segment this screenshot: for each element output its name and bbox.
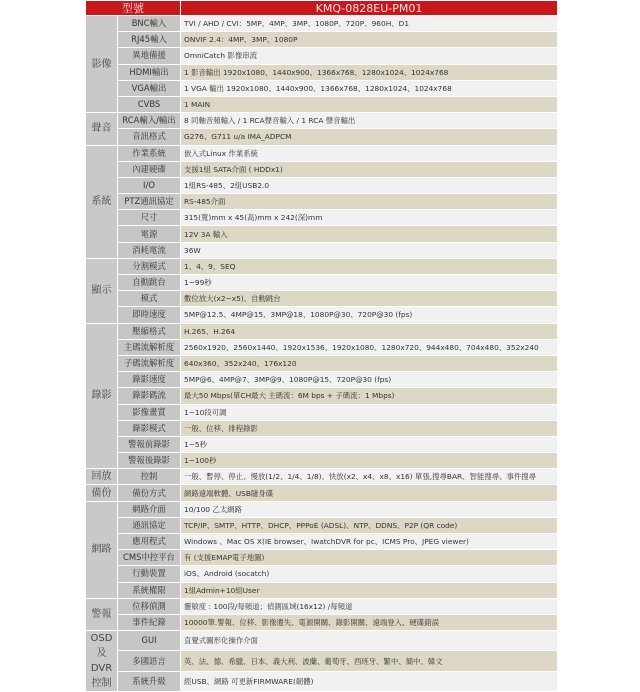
spec-row xyxy=(86,96,558,112)
spec-label: BNC輸入 xyxy=(118,16,181,32)
model-label: 型號 xyxy=(86,1,181,16)
spec-row xyxy=(86,339,558,355)
spec-value: 10000筆.警報、位移、影像遺失、電源開關、錄影開關、遠端登入、硬碟錯誤 xyxy=(181,614,558,630)
spec-label: I/O xyxy=(118,177,181,193)
spec-value: H.265、H.264 xyxy=(181,323,558,339)
spec-label: 消耗電流 xyxy=(118,242,181,258)
spec-label: PTZ通訊協定 xyxy=(118,194,181,210)
category-label: 回放 xyxy=(86,469,118,485)
header-row xyxy=(86,1,558,16)
spec-value: 315(寬)mm x 45(高)mm x 242(深)mm xyxy=(181,210,558,226)
spec-table xyxy=(85,0,558,692)
spec-row xyxy=(86,161,558,177)
spec-value: 數位放大(x2~x5)、自動跳台 xyxy=(181,291,558,307)
category-label: 系統 xyxy=(86,145,118,258)
spec-label: CVBS xyxy=(118,96,181,112)
spec-label: 備份方式 xyxy=(118,485,181,501)
spec-value: OmniCatch 影像串流 xyxy=(181,48,558,64)
spec-row xyxy=(86,258,558,274)
spec-row xyxy=(86,671,558,691)
spec-label: 錄影模式 xyxy=(118,420,181,436)
spec-row xyxy=(86,275,558,291)
spec-row xyxy=(86,517,558,533)
spec-value: ONVIF 2.4：4MP、3MP、1080P xyxy=(181,32,558,48)
spec-row xyxy=(86,242,558,258)
spec-row xyxy=(86,485,558,501)
spec-label: 多國語言 xyxy=(118,651,181,671)
spec-value: 直覺式圖形化操作介面 xyxy=(181,631,558,651)
spec-row xyxy=(86,404,558,420)
spec-label: 異地備援 xyxy=(118,48,181,64)
spec-row xyxy=(86,631,558,651)
spec-row xyxy=(86,145,558,161)
category-label: 警報 xyxy=(86,598,118,630)
category-label: 聲音 xyxy=(86,113,118,145)
spec-value: Windows 、Mac OS X(IE browser、IwatchDVR for pc、ICMS Pro、JPEG viewer) xyxy=(181,534,558,550)
spec-label: RJ45輸入 xyxy=(118,32,181,48)
spec-value: 1組RS-485、2組USB2.0 xyxy=(181,177,558,193)
spec-value: 一般、暫停、停止、慢放(1/2、1/4、1/8)、快放(x2、x4、x8、x16) 單張,搜尋BAR、智能搜尋、事件搜尋 xyxy=(181,469,558,485)
spec-value: 最大50 Mbps(單CH最大 主碼流：6M bps + 子碼流：1 Mbps) xyxy=(181,388,558,404)
category-label: 錄影 xyxy=(86,323,118,469)
spec-label: 錄影碼流 xyxy=(118,388,181,404)
spec-row xyxy=(86,355,558,371)
spec-value: 1 VGA 輸出 1920x1080、1440x900、1366x768、1280x1024、1024x768 xyxy=(181,80,558,96)
spec-row xyxy=(86,372,558,388)
spec-value: 1~5秒 xyxy=(181,436,558,452)
spec-value: 靈敏度 : 100段/每頻道；偵測區域(16x12) /每頻道 xyxy=(181,598,558,614)
spec-row xyxy=(86,469,558,485)
spec-label: 應用程式 xyxy=(118,534,181,550)
spec-value: 英、法、德、希臘、日本、義大利、波蘭、葡萄牙、西班牙、繁中、簡中、韓文 xyxy=(181,651,558,671)
spec-value: 支援1組 SATA介面 ( HDDx1) xyxy=(181,161,558,177)
spec-value: iOS、Android (socatch) xyxy=(181,566,558,582)
spec-value: 12V 3A 輸入 xyxy=(181,226,558,242)
spec-row xyxy=(86,129,558,145)
spec-row xyxy=(86,48,558,64)
spec-value: 經USB、網路 可更新FIRMWARE(韌體) xyxy=(181,671,558,691)
spec-row xyxy=(86,534,558,550)
spec-row xyxy=(86,550,558,566)
spec-value: 1組Admin+10組User xyxy=(181,582,558,598)
spec-row xyxy=(86,420,558,436)
spec-row xyxy=(86,210,558,226)
spec-row xyxy=(86,291,558,307)
spec-label: 分割模式 xyxy=(118,258,181,274)
category-label: 網路 xyxy=(86,501,118,598)
spec-label: 內建硬碟 xyxy=(118,161,181,177)
spec-label: 電源 xyxy=(118,226,181,242)
spec-label: 網路介面 xyxy=(118,501,181,517)
category-label: OSD 及 DVR 控制 xyxy=(86,631,118,692)
spec-value: 5MP@6、4MP@7、3MP@9、1080P@15、720P@30 (fps) xyxy=(181,372,558,388)
category-label: 顯示 xyxy=(86,258,118,323)
spec-label: HDMI輸出 xyxy=(118,64,181,80)
spec-row xyxy=(86,80,558,96)
spec-value: TVI / AHD / CVI：5MP、4MP、3MP、1080P、720P、960H、D1 xyxy=(181,16,558,32)
spec-label: 系統升級 xyxy=(118,671,181,691)
spec-row xyxy=(86,113,558,129)
category-label: 備份 xyxy=(86,485,118,501)
spec-value: 640x360、352x240、176x120 xyxy=(181,355,558,371)
spec-label: VGA輸出 xyxy=(118,80,181,96)
spec-value: 1 MAIN xyxy=(181,96,558,112)
spec-label: RCA輸入/輸出 xyxy=(118,113,181,129)
spec-label: 子碼流解析度 xyxy=(118,355,181,371)
spec-value: 2560x1920、2560x1440、1920x1536、1920x1080、1280x720、944x480、704x480、352x240 xyxy=(181,339,558,355)
spec-label: 自動跳台 xyxy=(118,275,181,291)
spec-value: 1、4、9、SEQ xyxy=(181,258,558,274)
spec-label: GUI xyxy=(118,631,181,651)
spec-row xyxy=(86,501,558,517)
spec-row xyxy=(86,388,558,404)
spec-label: 音訊格式 xyxy=(118,129,181,145)
spec-label: 通訊協定 xyxy=(118,517,181,533)
spec-row xyxy=(86,64,558,80)
spec-label: 系統權限 xyxy=(118,582,181,598)
spec-row xyxy=(86,436,558,452)
spec-label: 警報前錄影 xyxy=(118,436,181,452)
spec-value: 有 (支援EMAP電子地圖) xyxy=(181,550,558,566)
spec-label: 事件紀錄 xyxy=(118,614,181,630)
spec-row xyxy=(86,226,558,242)
spec-label: 模式 xyxy=(118,291,181,307)
spec-value: 10/100 乙太網路 xyxy=(181,501,558,517)
spec-value: RS-485介面 xyxy=(181,194,558,210)
spec-value: 網路遠端軟體、USB隨身碟 xyxy=(181,485,558,501)
spec-label: CMS中控平台 xyxy=(118,550,181,566)
model-name: KMQ-0828EU-PM01 xyxy=(181,1,558,16)
spec-row xyxy=(86,32,558,48)
spec-row xyxy=(86,323,558,339)
category-label: 影像 xyxy=(86,16,118,113)
spec-value: TCP/IP、SMTP、HTTP、DHCP、PPPoE (ADSL)、NTP、DDNS、P2P (QR code) xyxy=(181,517,558,533)
spec-value: 1~10段可調 xyxy=(181,404,558,420)
spec-label: 警報後錄影 xyxy=(118,453,181,469)
spec-label: 作業系統 xyxy=(118,145,181,161)
spec-row xyxy=(86,16,558,32)
spec-value: 1 影音輸出 1920x1080、1440x900、1366x768、1280x1024、1024x768 xyxy=(181,64,558,80)
spec-value: 5MP@12.5、4MP@15、3MP@18、1080P@30、720P@30 (fps) xyxy=(181,307,558,323)
spec-value: 1~99秒 xyxy=(181,275,558,291)
spec-label: 主碼流解析度 xyxy=(118,339,181,355)
spec-label: 尺寸 xyxy=(118,210,181,226)
spec-row xyxy=(86,194,558,210)
spec-row xyxy=(86,651,558,671)
spec-label: 影像畫質 xyxy=(118,404,181,420)
spec-label: 壓縮格式 xyxy=(118,323,181,339)
spec-row xyxy=(86,566,558,582)
spec-value: 36W xyxy=(181,242,558,258)
spec-value: G276、G711 u/a IMA_ADPCM xyxy=(181,129,558,145)
spec-label: 錄影速度 xyxy=(118,372,181,388)
spec-label: 即時速度 xyxy=(118,307,181,323)
spec-value: 8 同軸音頻輸入 / 1 RCA聲音輸入 / 1 RCA 聲音輸出 xyxy=(181,113,558,129)
spec-label: 位移偵測 xyxy=(118,598,181,614)
spec-row xyxy=(86,614,558,630)
spec-label: 控制 xyxy=(118,469,181,485)
spec-row xyxy=(86,307,558,323)
spec-value: 一般、位移、排程錄影 xyxy=(181,420,558,436)
spec-row xyxy=(86,598,558,614)
spec-label: 行動裝置 xyxy=(118,566,181,582)
spec-row xyxy=(86,177,558,193)
spec-row xyxy=(86,582,558,598)
spec-value: 1~100秒 xyxy=(181,453,558,469)
spec-value: 嵌入式Linux 作業系統 xyxy=(181,145,558,161)
spec-row xyxy=(86,453,558,469)
